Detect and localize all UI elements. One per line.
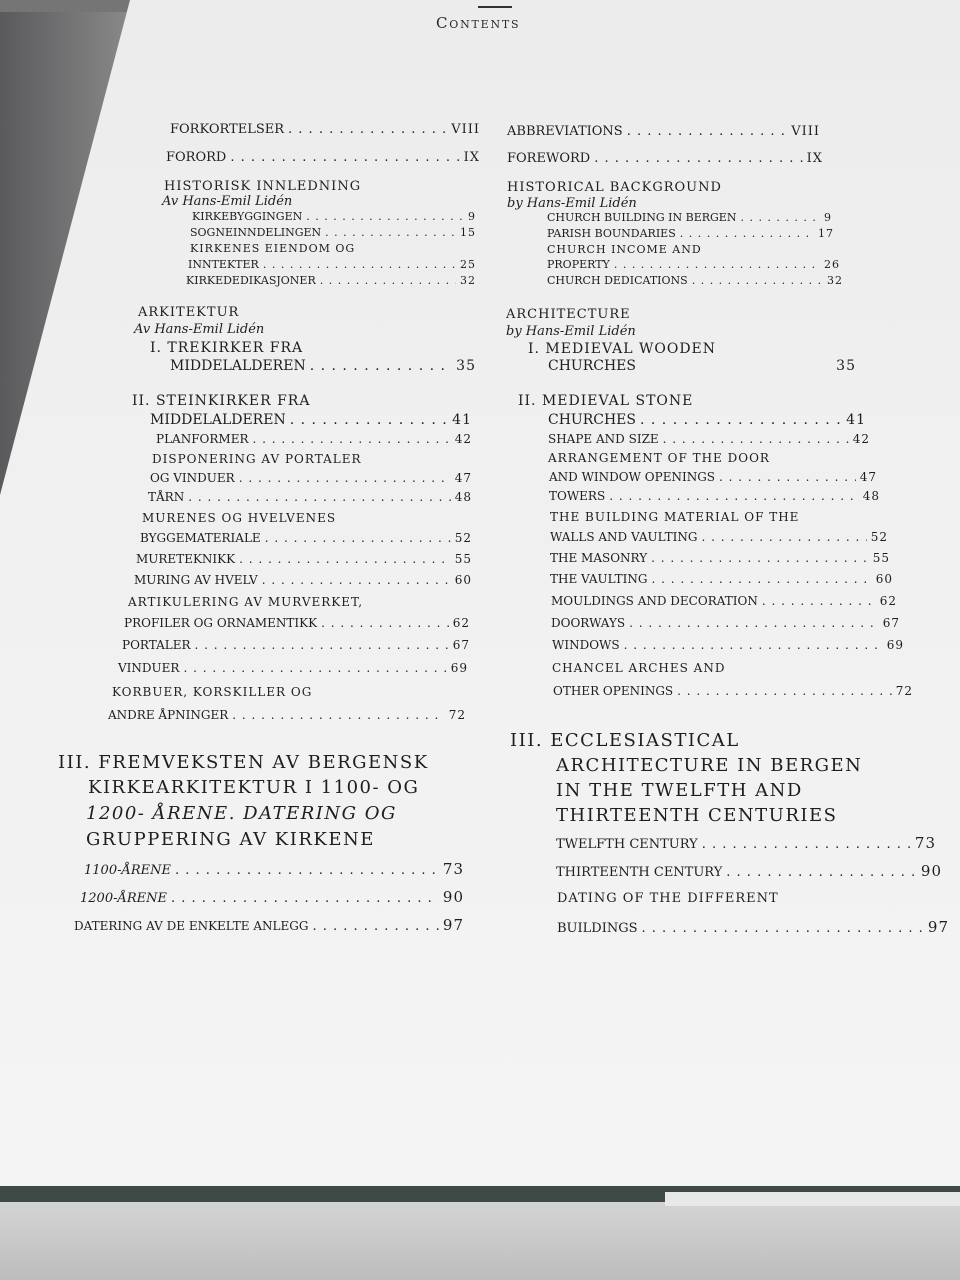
leader-dots [651, 551, 869, 565]
toc-entry-page: 72 [448, 708, 466, 722]
toc-entry [118, 661, 468, 675]
toc-entry [80, 888, 464, 906]
toc-entry-page: 47 [454, 471, 472, 485]
toc-entry-page: 73 [442, 860, 464, 878]
toc-entry-label: KIRKENES EIENDOM OG [190, 242, 356, 255]
toc-entry-page: 42 [852, 432, 870, 446]
chapter-heading: II. MEDIEVAL STONE [518, 393, 694, 409]
toc-entry-page: VIII [451, 122, 480, 137]
toc-entry-page: IX [806, 151, 823, 166]
leader-dots [263, 258, 456, 271]
leader-dots [230, 150, 459, 165]
toc-entry-page: 97 [927, 918, 949, 936]
toc-entry-page: 69 [886, 638, 904, 652]
toc-entry [547, 258, 840, 271]
toc-entry-page: 32 [460, 274, 476, 287]
toc-entry-page: 97 [442, 916, 464, 934]
toc-entry-label: BYGGEMATERIALE [140, 531, 261, 545]
toc-entry [190, 226, 476, 239]
toc-entry-page: 48 [454, 490, 472, 504]
toc-entry [134, 573, 472, 587]
leader-dots [642, 921, 924, 936]
section-author: by Hans-Emil Lidén [506, 324, 636, 339]
title-rule [478, 6, 512, 8]
toc-entry-label: PROFILER OG ORNAMENTIKK [124, 616, 318, 630]
leader-dots [183, 661, 446, 675]
toc-entry-page: 60 [875, 572, 893, 586]
chapter-entry [170, 358, 476, 374]
toc-entry-page: VIII [791, 124, 820, 139]
toc-entry-label: TOWERS [549, 489, 606, 503]
toc-entry-label: ABBREVIATIONS [507, 124, 623, 139]
chapter-page: 41 [452, 412, 472, 428]
section-heading: HISTORICAL BACKGROUND [507, 180, 722, 195]
leader-dots [253, 432, 451, 446]
chapter-heading: I. TREKIRKER FRA [150, 340, 304, 356]
leader-dots [719, 470, 856, 484]
chapter-label: MIDDELALDEREN [150, 412, 286, 428]
toc-entry-label: THE BUILDING MATERIAL OF THE [550, 510, 800, 524]
toc-entry-page: 55 [454, 552, 472, 566]
toc-entry-label: MURETEKNIKK [136, 552, 236, 566]
toc-entry-page: 69 [450, 661, 468, 675]
leader-dots [321, 616, 449, 630]
leader-dots [306, 210, 464, 223]
toc-entry [551, 594, 897, 608]
leader-dots [614, 258, 820, 271]
chapter-entry [548, 358, 856, 374]
toc-entry-label: MURENES OG HVELVENES [142, 511, 337, 525]
toc-entry-label: AND WINDOW OPENINGS [549, 470, 716, 484]
toc-entry-label: WALLS AND VAULTING [550, 530, 698, 544]
leader-dots [692, 274, 823, 287]
toc-entry-label: BUILDINGS [557, 921, 638, 936]
toc-entry [186, 274, 476, 287]
leader-dots [265, 531, 451, 545]
toc-entry-page: 62 [879, 594, 897, 608]
chapter-page: 35 [456, 358, 476, 374]
leader-dots [325, 226, 456, 239]
toc-entry-label: KIRKEBYGGINGEN [192, 210, 303, 223]
toc-entry [556, 834, 936, 852]
leader-dots [312, 919, 438, 934]
toc-entry-label: INNTEKTER [188, 258, 259, 271]
toc-entry-page: 25 [460, 258, 476, 271]
toc-entry-label: FOREWORD [507, 151, 591, 166]
leader-dots [239, 552, 451, 566]
leader-dots [652, 572, 872, 586]
toc-entry-page: 67 [882, 616, 900, 630]
chapter-heading: I. MEDIEVAL WOODEN [528, 341, 717, 357]
toc-entry-label: PORTALER [122, 638, 191, 652]
toc-entry [150, 471, 472, 485]
toc-entry-label: CHURCH BUILDING IN BERGEN [547, 211, 737, 224]
leader-dots [624, 638, 883, 652]
toc-entry [136, 552, 472, 566]
toc-entry-label: PLANFORMER [156, 432, 249, 446]
part-heading: ARCHITECTURE IN BERGEN [556, 755, 863, 776]
section-heading: ARCHITECTURE [506, 307, 631, 322]
toc-entry [148, 490, 472, 504]
toc-entry-page: 55 [872, 551, 890, 565]
leader-dots [640, 412, 842, 428]
leader-dots [290, 412, 448, 428]
chapter-label: MIDDELALDEREN [170, 358, 306, 374]
leader-dots [175, 863, 439, 878]
toc-entry-label: DATERING AV DE ENKELTE ANLEGG [74, 919, 309, 933]
toc-entry [156, 432, 472, 446]
toc-entry-page: IX [463, 150, 480, 165]
section-author: Av Hans-Emil Lidén [134, 322, 265, 337]
section-heading: ARKITEKTUR [138, 305, 240, 320]
toc-entry-label: ANDRE ÅPNINGER [108, 708, 229, 722]
toc-entry-label: CHURCH INCOME AND [547, 243, 702, 256]
part-heading: III. ECCLESIASTICAL [510, 730, 740, 751]
toc-entry-label: FORORD [166, 150, 227, 165]
toc-entry-label: THE MASONRY [550, 551, 648, 565]
part-heading: THIRTEENTH CENTURIES [556, 805, 838, 826]
leader-dots [262, 573, 451, 587]
toc-entry-label: WINDOWS [552, 638, 620, 652]
toc-entry-page: 52 [870, 530, 888, 544]
toc-entry [166, 150, 480, 165]
chapter-entry [548, 412, 866, 428]
toc-entry [550, 551, 890, 565]
toc-entry [170, 122, 480, 137]
toc-entry-label: DISPONERING AV PORTALER [152, 452, 362, 466]
toc-entry-page: 9 [468, 210, 476, 223]
leader-dots [677, 684, 892, 698]
section-author: by Hans-Emil Lidén [507, 196, 637, 211]
toc-entry-page: 32 [827, 274, 843, 287]
part-heading: KIRKEARKITEKTUR I 1100- OG [88, 777, 420, 798]
toc-entry [547, 274, 843, 287]
toc-entry-page: 90 [442, 888, 464, 906]
toc-entry [188, 258, 476, 271]
leader-dots [239, 471, 451, 485]
toc-entry-label: 1100-ÅRENE [84, 863, 172, 878]
toc-entry-label: KIRKEDEDIKASJONER [186, 274, 316, 287]
leader-dots [680, 227, 814, 240]
chapter-heading: II. STEINKIRKER FRA [132, 393, 311, 409]
toc-entry [548, 432, 870, 446]
toc-entry [551, 616, 900, 630]
toc-entry [547, 227, 834, 240]
toc-entry-page: 42 [454, 432, 472, 446]
part-heading: 1200- ÅRENE. DATERING OG [86, 803, 397, 824]
toc-entry-label: ARRANGEMENT OF THE DOOR [548, 451, 770, 465]
leader-dots [310, 358, 452, 374]
toc-entry-page: 47 [859, 470, 877, 484]
toc-entry-page: 90 [920, 862, 942, 880]
toc-entry-page: 52 [454, 531, 472, 545]
part-heading: III. FREMVEKSTEN AV BERGENSK [58, 752, 429, 773]
toc-entry-page: 62 [452, 616, 470, 630]
toc-entry-label: TWELFTH CENTURY [556, 837, 698, 852]
toc-entry [140, 531, 472, 545]
leader-dots [762, 594, 876, 608]
toc-entry [552, 638, 904, 652]
toc-entry [122, 638, 470, 652]
toc-entry-label: ARTIKULERING AV MURVERKET, [128, 595, 364, 609]
section-author: Av Hans-Emil Lidén [162, 194, 293, 209]
toc-entry-label: DATING OF THE DIFFERENT [557, 891, 779, 906]
toc-entry-label: THIRTEENTH CENTURY [556, 865, 723, 880]
toc-entry [74, 916, 464, 934]
toc-entry-label: OTHER OPENINGS [553, 684, 674, 698]
leader-dots [320, 274, 456, 287]
toc-entry [549, 489, 880, 503]
toc-entry [556, 862, 942, 880]
toc-entry-label: CHURCH DEDICATIONS [547, 274, 688, 287]
toc-entry-label: 1200-ÅRENE [80, 891, 168, 906]
toc-entry [84, 860, 464, 878]
toc-entry-page: 60 [454, 573, 472, 587]
toc-entry-page: 67 [452, 638, 470, 652]
toc-entry-label: SHAPE AND SIZE [548, 432, 659, 446]
toc-entry-label: MOULDINGS AND DECORATION [551, 594, 758, 608]
toc-entry-label: MURING AV HVELV [134, 573, 258, 587]
toc-entry [507, 151, 823, 166]
toc-entry [108, 708, 466, 722]
toc-entry-label: PARISH BOUNDARIES [547, 227, 676, 240]
chapter-page: 35 [836, 358, 856, 374]
toc-entry [553, 684, 913, 698]
toc-entry [547, 211, 832, 224]
toc-entry [124, 616, 470, 630]
toc-entry-page: 48 [862, 489, 880, 503]
table-surface [0, 1202, 960, 1280]
chapter-page: 41 [846, 412, 866, 428]
leader-dots [663, 432, 849, 446]
toc-entry-label: KORBUER, KORSKILLER OG [112, 685, 313, 699]
leader-dots [195, 638, 449, 652]
leader-dots [188, 490, 451, 504]
toc-entry-page: 17 [818, 227, 834, 240]
toc-entry-label: THE VAULTING [550, 572, 648, 586]
page-title: Contents [436, 14, 521, 32]
toc-entry-page: 15 [460, 226, 476, 239]
toc-entry [550, 530, 888, 544]
leader-dots [594, 151, 802, 166]
toc-entry [549, 470, 877, 484]
leader-dots [232, 708, 444, 722]
toc-entry-page: 72 [895, 684, 913, 698]
leader-dots [629, 616, 879, 630]
chapter-label: CHURCHES [548, 412, 636, 428]
toc-entry-label: CHANCEL ARCHES AND [552, 661, 726, 675]
section-heading: HISTORISK INNLEDNING [164, 179, 362, 194]
toc-entry-label: VINDUER [118, 661, 180, 675]
toc-entry [550, 572, 893, 586]
toc-entry-label: PROPERTY [547, 258, 610, 271]
part-heading: IN THE TWELFTH AND [556, 780, 803, 801]
leader-dots [627, 124, 787, 139]
toc-entry-label: FORKORTELSER [170, 122, 285, 137]
toc-entry-label: DOORWAYS [551, 616, 626, 630]
toc-entry [192, 210, 476, 223]
toc-entry-page: 26 [824, 258, 840, 271]
leader-dots [171, 891, 439, 906]
leader-dots [740, 211, 820, 224]
chapter-entry [150, 412, 472, 428]
leader-dots [701, 530, 866, 544]
part-heading: GRUPPERING AV KIRKENE [86, 829, 375, 850]
chapter-label: CHURCHES [548, 358, 636, 374]
toc-entry-label: SOGNEINNDELINGEN [190, 226, 322, 239]
toc-entry-page: 9 [824, 211, 832, 224]
toc-entry [557, 918, 949, 936]
toc-entry-label: TÅRN [148, 490, 185, 504]
leader-dots [702, 837, 911, 852]
leader-dots [609, 489, 859, 503]
toc-entry [507, 124, 820, 139]
toc-entry-label: OG VINDUER [150, 471, 235, 485]
leader-dots [726, 865, 917, 880]
leader-dots [288, 122, 447, 137]
toc-entry-page: 73 [914, 834, 936, 852]
page-edge [665, 1192, 960, 1206]
